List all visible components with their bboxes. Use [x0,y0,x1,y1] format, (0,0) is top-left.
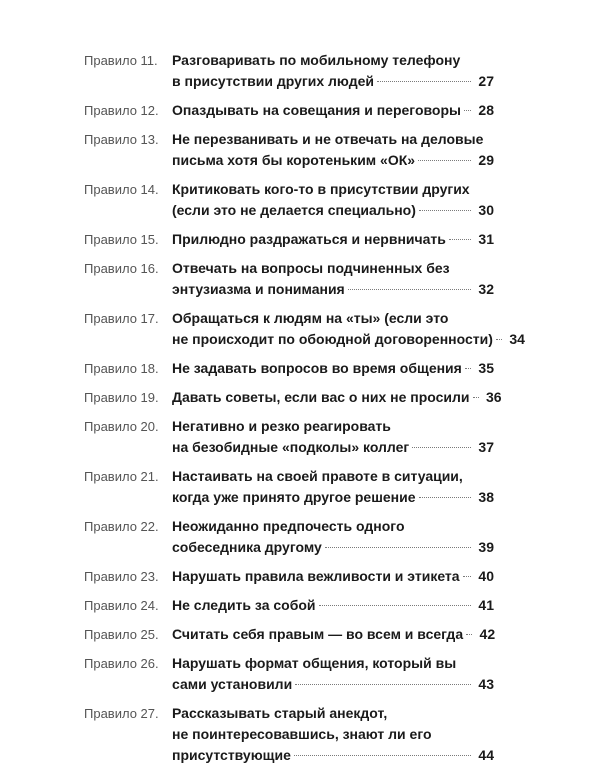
rule-title-text: собеседника другому [172,539,322,555]
rule-number: Правило 15. [84,232,159,247]
rule-title-line [172,703,494,724]
rule-title-line [172,308,494,329]
page-number: 27 [478,73,494,89]
dot-leader [473,397,479,398]
toc-entry [0,358,600,379]
dot-leader [295,684,471,685]
toc-entry [0,50,600,92]
rule-number: Правило 18. [84,361,159,376]
toc-entry [0,516,600,558]
rule-title [172,308,525,350]
rule-title-text: Рассказывать старый анекдот, [172,705,388,721]
page-number: 31 [478,231,494,247]
dot-leader [419,210,471,211]
rule-title-line [172,416,494,437]
page-number: 36 [485,389,502,405]
rule-title-line [172,566,494,587]
dot-leader [496,339,502,340]
rule-title-line [172,258,494,279]
rule-title-line [172,537,494,558]
rule-title-text: энтузиазма и понимания [172,281,345,297]
rule-title-line [172,329,525,350]
rule-title-line [172,50,494,71]
rule-title-line [172,179,494,200]
rule-title [172,566,494,587]
rule-title-line [172,437,494,458]
page-number: 29 [478,152,494,168]
rule-title-line [172,624,494,645]
rule-title-text: когда уже принято другое решение [172,489,416,505]
rule-title-line [172,150,494,171]
toc-entry [0,566,600,587]
rule-title-text: Не следить за собой [172,597,316,613]
page-number: 28 [478,102,494,118]
dot-leader [348,289,471,290]
page-number: 35 [478,360,494,376]
rule-title-text: Давать советы, если вас о них не просили [172,389,470,405]
rule-number: Правило 24. [84,598,159,613]
rule-title-line [172,200,494,221]
rule-title [172,258,494,300]
page-number: 42 [479,626,496,642]
toc-entry [0,229,600,250]
table-of-contents [0,50,600,774]
page-number: 34 [509,331,525,347]
dot-leader [449,239,471,240]
rule-title-text: Опаздывать на совещания и переговоры [172,102,461,118]
rule-number: Правило 19. [84,390,159,405]
dot-leader [419,497,471,498]
dot-leader [325,547,471,548]
rule-number: Правило 11. [84,53,158,68]
toc-entry [0,308,600,350]
toc-entry [0,653,600,695]
page-number: 37 [478,439,494,455]
rule-number: Правило 22. [84,519,159,534]
toc-entry [0,179,600,221]
rule-title-text: письма хотя бы коротеньким «ОК» [172,152,416,168]
rule-title-text: Не перезванивать и не отвечать на деловые [172,131,484,147]
rule-title-text: Не задавать вопросов во время общения [172,360,462,376]
toc-entry [0,466,600,508]
rule-title [172,653,494,695]
rule-title-line [172,129,494,150]
toc-entry [0,129,600,171]
dot-leader [377,81,471,82]
dot-leader [319,605,471,606]
rule-title-line [172,466,494,487]
rule-number: Правило 27. [84,706,159,721]
rule-title-line [172,595,494,616]
dot-leader [464,110,471,111]
rule-title [172,100,494,121]
rule-title-line [172,724,494,745]
rule-title-text: Нарушать правила вежливости и этикета [172,568,460,584]
rule-number: Правило 14. [84,182,159,197]
toc-entry [0,595,600,616]
rule-title-text: Отвечать на вопросы подчиненных без [172,260,450,276]
page-number: 43 [478,676,494,692]
rule-title-text: не поинтересовавшись, знают ли его [172,726,432,742]
rule-title-text: Разговаривать по мобильному телефону [172,52,461,68]
rule-title-line [172,229,494,250]
toc-entry [0,100,600,121]
rule-title [172,387,502,408]
rule-title-text: не происходит по обоюдной договоренности) [172,331,493,347]
dot-leader [465,368,471,369]
rule-title [172,703,494,766]
page-number: 39 [478,539,494,555]
rule-title-line [172,279,494,300]
dot-leader [466,634,472,635]
rule-title-text: Прилюдно раздражаться и нервничать [172,231,446,247]
rule-title-text: Обращаться к людям на «ты» (если это [172,310,449,326]
page-number: 44 [478,747,494,763]
rule-title [172,129,494,171]
rule-title-line [172,745,494,766]
dot-leader [294,755,471,756]
page-number: 40 [478,568,494,584]
rule-title [172,229,494,250]
rule-number: Правило 23. [84,569,159,584]
rule-number: Правило 16. [84,261,159,276]
dot-leader [418,160,471,161]
rule-title-text: сами установили [172,676,293,692]
rule-title-line [172,100,494,121]
rule-title-text: Считать себя правым — во всем и всегда [172,626,464,642]
toc-entry [0,387,600,408]
rule-title-text: Критиковать кого-то в присутствии других [172,181,470,197]
rule-number: Правило 21. [84,469,159,484]
rule-title-line [172,71,494,92]
dot-leader [463,576,471,577]
rule-title-text: Настаивать на своей правоте в ситуации, [172,468,463,484]
rule-title-text: на безобидные «подколы» коллег [172,439,410,455]
rule-title-text: Неожиданно предпочесть одного [172,518,405,534]
page-number: 30 [478,202,494,218]
rule-title-line [172,358,494,379]
rule-title-text: присутствующие [172,747,291,763]
toc-entry [0,258,600,300]
rule-title-line [172,487,494,508]
toc-entry [0,416,600,458]
rule-title [172,50,494,92]
rule-title [172,416,494,458]
toc-entry [0,624,600,645]
rule-number: Правило 25. [84,627,159,642]
rule-title-line [172,674,494,695]
rule-number: Правило 17. [84,311,159,326]
rule-title [172,624,494,645]
rule-title [172,516,494,558]
page-number: 41 [478,597,494,613]
rule-number: Правило 13. [84,132,159,147]
toc-entry [0,703,600,766]
page-number: 32 [478,281,494,297]
rule-title-line [172,516,494,537]
rule-title [172,595,494,616]
rule-title-text: Негативно и резко реагировать [172,418,391,434]
rule-number: Правило 12. [84,103,159,118]
rule-title-text: в присутствии других людей [172,73,374,89]
rule-title [172,466,494,508]
rule-number: Правило 20. [84,419,159,434]
rule-title [172,358,494,379]
rule-number: Правило 26. [84,656,159,671]
dot-leader [412,447,471,448]
rule-title [172,179,494,221]
rule-title-text: (если это не делается специально) [172,202,416,218]
rule-title-text: Нарушать формат общения, который вы [172,655,457,671]
rule-title-line [172,387,502,408]
page-number: 38 [478,489,494,505]
rule-title-line [172,653,494,674]
